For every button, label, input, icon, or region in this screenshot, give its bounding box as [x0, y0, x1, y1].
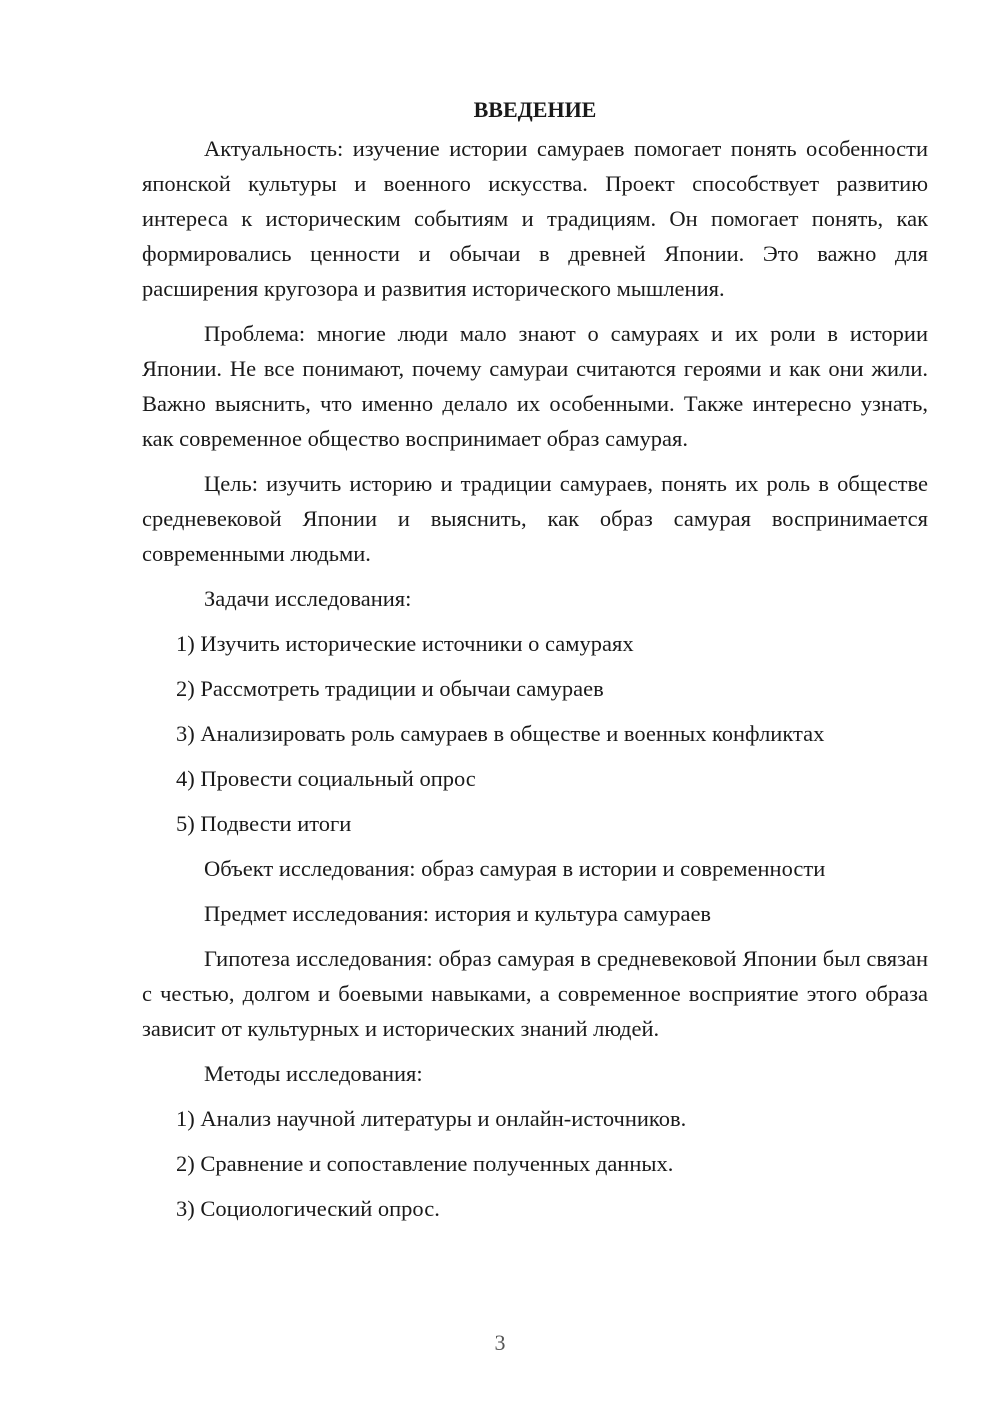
page-number: 3	[494, 1330, 506, 1355]
subject-line: Предмет исследования: история и культура самураев	[204, 901, 712, 926]
list-item: 3) Социологический опрос.	[176, 1196, 440, 1221]
list-item: 1) Анализ научной литературы и онлайн-источников.	[176, 1106, 687, 1131]
page-title: ВВЕДЕНИЕ	[473, 97, 597, 122]
list-item: 2) Рассмотреть традиции и обычаи самураев	[176, 676, 604, 701]
list-item: 4) Провести социальный опрос	[176, 766, 476, 791]
list-item: 3) Анализировать роль самураев в обществе и военных конфликтах	[176, 721, 825, 746]
relevance-paragraph: Актуальность: изучение истории самураев помогает понять особенности японской культуры и военного искусства. Проект способствует развитию интереса к историческим событиям и традициям. Он помогает понять, как формировались ценности и обычаи в древней Японии. Это важно для расширения кругозора и развития исторического мышления.	[142, 136, 928, 301]
hypothesis-paragraph: Гипотеза исследования: образ самурая в средневековой Японии был связан с честью, долгом и боевыми навыками, а современное восприятие этого образа зависит от культурных и исторических знаний людей.	[142, 946, 928, 1041]
methods-heading: Методы исследования:	[204, 1061, 423, 1086]
object-line: Объект исследования: образ самурая в истории и современности	[204, 856, 826, 881]
list-item: 1) Изучить исторические источники о самураях	[176, 631, 634, 656]
tasks-list	[142, 626, 928, 841]
list-item: 5) Подвести итоги	[176, 811, 352, 836]
document-page	[142, 92, 928, 1236]
problem-paragraph: Проблема: многие люди мало знают о самураях и их роли в истории Японии. Не все понимают, почему самураи считаются героями и как они жили. Важно выяснить, что именно делало их особенными. Также интересно узнать, как современное общество воспринимает образ самурая.	[142, 321, 928, 451]
methods-list	[142, 1101, 928, 1226]
tasks-heading: Задачи исследования:	[204, 586, 412, 611]
goal-paragraph: Цель: изучить историю и традиции самураев, понять их роль в обществе средневековой Японии и выяснить, как образ самурая воспринимается современными людьми.	[142, 471, 928, 566]
list-item: 2) Сравнение и сопоставление полученных данных.	[176, 1151, 674, 1176]
